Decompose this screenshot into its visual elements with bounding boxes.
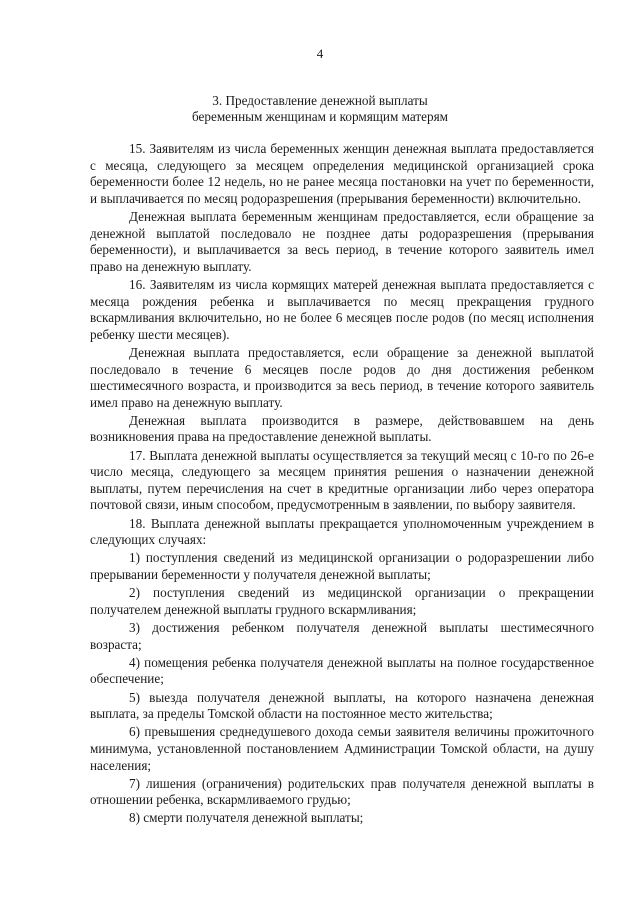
list-item-5: 5) выезда получателя денежной выплаты, на которого назначена денежная выплата, за пределы Томской области на постоянное место жительства; [90, 689, 594, 722]
paragraph-15: 15. Заявителям из числа беременных женщин денежная выплата предоставляется с месяца, следующего за месяцем определения медицинской организацией срока беременности более 12 недель, но не ранее месяца постановки на учет по беременности, и выплачивается по месяц родоразрешения (прерывания беременности) включительно. [90, 141, 594, 206]
list-item-6: 6) превышения среднедушевого дохода семьи заявителя величины прожиточного минимума, установленной постановлением Администрации Томской области, на душу населения; [90, 724, 594, 773]
paragraph-18: 18. Выплата денежной выплаты прекращается уполномоченным учреждением в следующих случаях: [90, 515, 594, 548]
section-heading-line-2: беременным женщинам и кормящим матерям [192, 109, 448, 124]
paragraph-15-continued: Денежная выплата беременным женщинам предоставляется, если обращение за денежной выплатой последовало не позднее даты родоразрешения (прерывания беременности), и выплачивается за весь период, в течение которого заявитель имел право на денежную выплату. [90, 208, 594, 274]
list-item-3: 3) достижения ребенком получателя денежной выплаты шестимесячного возраста; [90, 619, 594, 652]
list-item-8: 8) смерти получателя денежной выплаты; [129, 810, 364, 826]
section-heading-line-1: 3. Предоставление денежной выплаты [212, 93, 428, 108]
list-item-4: 4) помещения ребенка получателя денежной выплаты на полное государственное обеспечение; [90, 654, 594, 687]
page-number: 4 [316, 46, 324, 61]
list-item-7: 7) лишения (ограничения) родительских прав получателя денежной выплаты в отношении ребенка, вскармливаемого грудью; [90, 775, 594, 808]
paragraph-17: 17. Выплата денежной выплаты осуществляется за текущий месяц с 10-го по 26-е число месяца, следующего за месяцем принятия решения о назначении денежной выплаты, путем перечисления на счет в кредитные организации либо через оператора почтовой связи, иным способом, предусмотренным в заявлении, по выбору заявителя. [90, 447, 594, 513]
section-heading [0, 93, 640, 125]
paragraph-16-amount: Денежная выплата производится в размере, действовавшем на день возникновения права на предоставление денежной выплаты. [90, 412, 594, 445]
paragraph-16: 16. Заявителям из числа кормящих матерей денежная выплата предоставляется с месяца рождения ребенка и выплачивается по месяц прекращения грудного вскармливания включительно, но не более 6 месяцев после родов (по месяц исполнения ребенку шести месяцев). [90, 276, 594, 342]
list-item-1: 1) поступления сведений из медицинской организации о родоразрешении либо прерывании беременности у получателя денежной выплаты; [90, 550, 594, 582]
list-item-2: 2) поступления сведений из медицинской организации о прекращении получателем денежной выплаты грудного вскармливания; [90, 585, 594, 617]
paragraph-16-condition: Денежная выплата предоставляется, если обращение за денежной выплатой последовало в течение 6 месяцев после родов до дня достижения ребенком шестимесячного возраста, и производится за весь период, в течение которого заявитель имел право на денежную выплату. [90, 344, 594, 410]
document-body [90, 141, 594, 829]
